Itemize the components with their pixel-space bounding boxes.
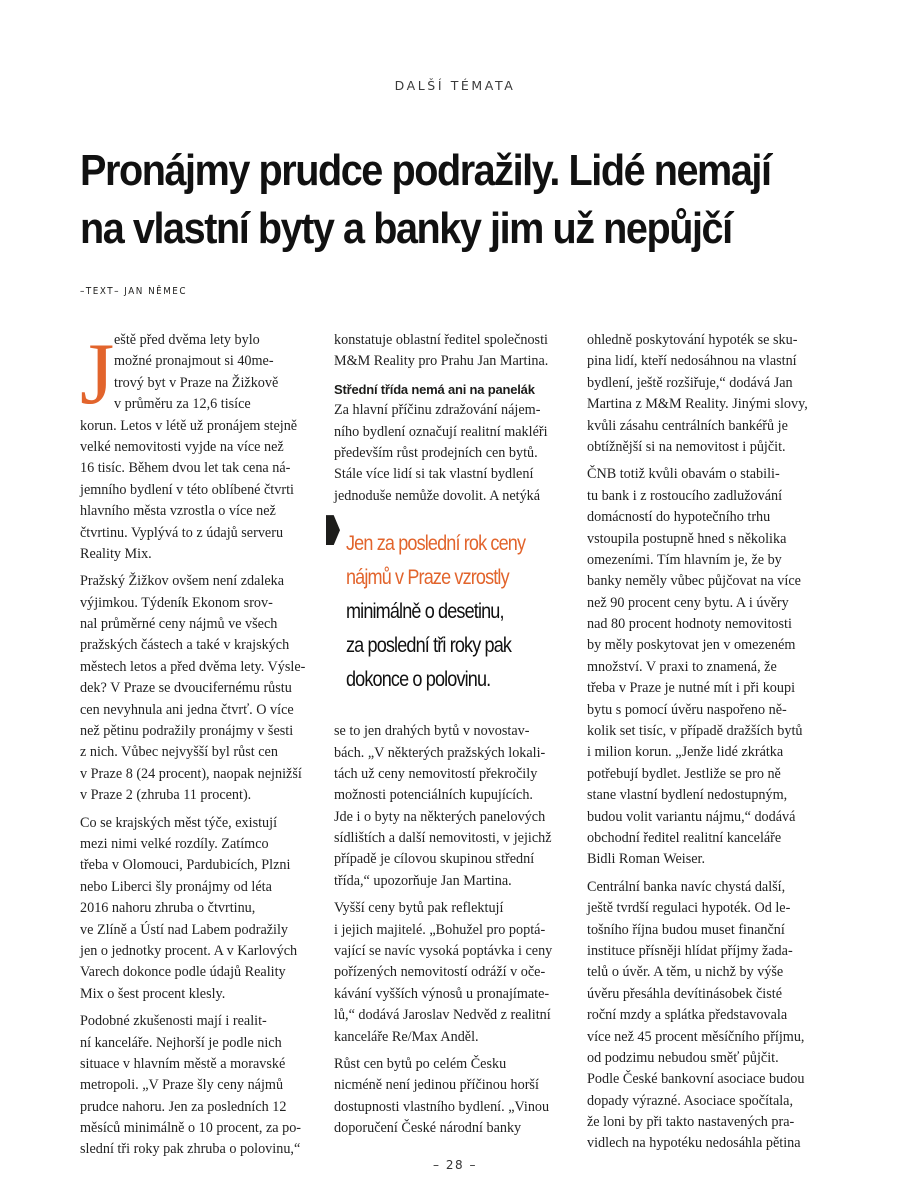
text-line: případě je cílovou skupinou střední [334, 851, 535, 868]
byline: –TEXT– JAN NĚMEC [80, 286, 188, 297]
text-line: omezeními. Tím hlavním je, že by [587, 551, 782, 568]
text-line: pražských částech a také v krajských [80, 637, 290, 654]
text-line: slední tři roky pak zhruba o polovinu,“ [80, 1141, 301, 1158]
text-line: bytu s pomocí úvěru naspořeno ně- [587, 701, 787, 718]
text-line: kolik set tisíc, v případě dražších bytů [587, 723, 803, 740]
text-line: tách už ceny nemovitostí překročily [334, 765, 538, 782]
text-line: městech letos a před dvěma lety. Výsle- [80, 658, 306, 675]
arrow-icon [326, 515, 340, 545]
article-headline [80, 142, 771, 258]
text-line: Jde i o byty na některých panelových [334, 808, 546, 825]
text-line: měsíců minimálně o 10 procent, za po- [80, 1120, 302, 1137]
text-line: Bidli Roman Weiser. [587, 851, 706, 868]
text-line: konstatuje oblastní ředitel společnosti [334, 332, 548, 348]
text-line: dek? V Praze se dvoucifernému růstu [80, 680, 292, 697]
paragraph [80, 813, 316, 1006]
text-line: Mix o šest procent klesly. [80, 985, 226, 1002]
text-line: Stále více lidí si tak vlastní bydlení [334, 466, 534, 483]
text-line: úvěru přesáhla devítinásobek čisté [587, 985, 783, 1002]
text-line: že loni by při takto nastavených pra- [587, 1114, 795, 1131]
section-label: DALŠÍ TÉMATA [394, 78, 516, 93]
text-line: prudce nahoru. Jen za posledních 12 [80, 1098, 287, 1115]
paragraph [587, 464, 823, 870]
text-line: Co se krajských měst týče, existují [80, 814, 278, 831]
text-line: kanceláře Re/Max Anděl. [334, 1028, 479, 1045]
text-line: korun. Letos v létě už pronájem stejně [80, 417, 298, 434]
text-line: Martina z M&M Reality. Jinými slovy, [587, 396, 808, 413]
text-line: situace v hlavním městě a moravské [80, 1055, 286, 1072]
text-line: v průměru za 12,6 tisíce [114, 396, 251, 413]
text-line: možné pronajmout si 40me- [114, 353, 274, 370]
text-line: jen o jednotky procent. A v Karlových [80, 942, 298, 959]
pull-quote-line: dokonce o polovinu. [346, 668, 491, 692]
text-line: bách. „V některých pražských lokali- [334, 744, 546, 761]
text-line: nal průměrné ceny nájmů ve všech [80, 616, 278, 633]
text-line: kvůli zásahu centrálních bankéřů je [587, 417, 788, 434]
text-line: tošního října budou muset finanční [587, 921, 785, 938]
text-line: v Praze 2 (zhruba 11 procent). [80, 787, 252, 804]
text-line: jednoduše nemůže dovolit. A netýká [334, 487, 541, 504]
text-line: Podle České bankovní asociace budou [587, 1071, 805, 1088]
text-line: 2016 nahoru zhruba o čtvrtinu, [80, 900, 256, 917]
text-line: čtvrtinu. Vyplývá to z údajů serveru [80, 524, 284, 541]
text-line: sídlištích a další nemovitosti, v jejichž [334, 830, 552, 847]
text-line: doporučení České národní banky [334, 1120, 522, 1137]
paragraph [334, 330, 570, 373]
text-line: nebo Liberci šly pronájmy od léta [80, 878, 272, 895]
paragraph [587, 877, 823, 1155]
text-line: ní kanceláře. Nejhorší je podle nich [80, 1034, 282, 1051]
paragraph [80, 571, 316, 806]
text-line: nad 80 procent hodnoty nemovitosti [587, 616, 792, 633]
paragraph [334, 898, 570, 1048]
page-number: – 28 – [433, 1158, 477, 1172]
text-line: budou volit variantu nájmu,“ dodává [587, 808, 796, 825]
text-line: roční mzdy a splátka představovala [587, 1007, 788, 1024]
text-line: M&M Reality pro Prahu Jan Martina. [334, 353, 549, 370]
text-line: cen nevyhnula ani jedna čtvrť. O více [80, 701, 294, 718]
text-line: tu bank i z rostoucího zadlužování [587, 487, 783, 504]
text-line: trový byt v Praze na Žižkově [114, 374, 279, 391]
paragraph [80, 326, 316, 565]
pull-quote [334, 519, 570, 707]
text-line: ČNB totiž kvůli obavám o stabili- [587, 466, 780, 483]
text-line: obchodní ředitel realitní kanceláře [587, 829, 782, 846]
text-line: telů o úvěr. A těm, u nichž by výše [587, 964, 784, 981]
text-line: lů,“ dodává Jaroslav Nedvěd z realitní [334, 1007, 551, 1024]
text-line: třída,“ upozorňuje Jan Martina. [334, 872, 512, 889]
text-line: stane vlastní bydlení nedostupným, [587, 787, 788, 804]
text-line: než 90 procent ceny bytu. A i úvěry [587, 594, 789, 611]
text-line: hlavního města vzrostla o více než [80, 503, 276, 520]
article-column-2 [334, 330, 570, 1140]
text-line: dostupnosti vlastního bydlení. „Vinou [334, 1098, 550, 1115]
pull-quote-line: Jen za poslední rok ceny [346, 532, 526, 556]
text-line: i jejich majitelé. „Bohužel pro poptá- [334, 921, 546, 938]
paragraph [334, 1054, 570, 1140]
text-line: především růst prodejních cen bytů. [334, 444, 538, 461]
text-line: více než 45 procent měsíčního příjmu, [587, 1028, 805, 1045]
headline-line: Pronájmy prudce podražily. Lidé nemají [80, 146, 771, 195]
text-line: i milion korun. „Jenže lidé zkrátka [587, 744, 784, 761]
text-line: potřebují bydlet. Jestliže se pro ně [587, 765, 781, 782]
text-line: ještě tvrdší regulaci hypoték. Od le- [587, 900, 791, 917]
text-line: v Praze 8 (24 procent), naopak nejnižší [80, 765, 302, 782]
text-line: metropoli. „V Praze šly ceny nájmů [80, 1077, 284, 1094]
pull-quote-line: za poslední tři roky pak [346, 634, 512, 658]
text-line: pořízených nemovitostí odráží v oče- [334, 964, 546, 981]
text-line: pina lidí, kteří nedosáhnou na vlastní [587, 353, 797, 370]
text-line: mezi nimi velké rozdíly. Zatímco [80, 835, 269, 852]
paragraph [334, 400, 570, 507]
text-line: eště před dvěma lety bylo [114, 332, 260, 348]
text-line: vající se navíc vysoká poptávka i ceny [334, 943, 553, 960]
text-line: než pětinu podražily pronájmy v šesti [80, 723, 294, 740]
text-line: by měly poskytovat jen v omezeném [587, 637, 796, 654]
text-line: banky neměly vůbec půjčovat na více [587, 573, 801, 590]
text-line: třeba v Praze je nutné mít i při koupi [587, 680, 796, 697]
text-line: Vyšší ceny bytů pak reflektují [334, 900, 504, 917]
text-line: Růst cen bytů po celém Česku [334, 1055, 507, 1072]
text-line: instituce přísněji hlídat příjmy žada- [587, 942, 793, 959]
text-line: domácností do hypotečního trhu [587, 509, 771, 526]
text-line: Podobné zkušenosti mají i realit- [80, 1013, 267, 1030]
article-column-1 [80, 326, 316, 1161]
headline-line: na vlastní byty a banky jim už nepůjčí [80, 204, 732, 253]
drop-cap: J [80, 326, 115, 423]
text-line: vidlech na hypotéku nedosáhla pětina [587, 1135, 801, 1152]
text-line: dopady výrazné. Asociace spočítala, [587, 1092, 794, 1109]
text-line: 16 tisíc. Během dvou let tak cena ná- [80, 460, 291, 477]
paragraph [334, 721, 570, 892]
text-line: kávání vyšších výnosů u pronajímate- [334, 985, 550, 1002]
text-line: ohledně poskytování hypoték se sku- [587, 332, 798, 348]
text-line: Centrální banka navíc chystá další, [587, 878, 786, 895]
text-line: Pražský Žižkov ovšem není zdaleka [80, 573, 285, 590]
text-line: možnosti potenciálních kupujících. [334, 787, 533, 804]
paragraph [587, 330, 823, 458]
text-line: Za hlavní příčinu zdražování nájem- [334, 402, 541, 419]
pull-quote-line: nájmů v Praze vzrostly [346, 566, 509, 590]
article-column-3 [587, 330, 823, 1155]
text-line: třeba v Olomouci, Pardubicích, Plzni [80, 857, 291, 874]
text-line: nicméně není jedinou příčinou horší [334, 1077, 539, 1094]
text-line: ního bydlení označují realitní makléři [334, 423, 548, 440]
text-line: bydlení, ještě rozšiřuje,“ dodává Jan [587, 374, 793, 391]
text-line: množství. V praxi to znamená, že [587, 658, 777, 675]
subheading: Střední třída nemá ani na panelák [334, 381, 535, 397]
text-line: výjimkou. Týdeník Ekonom srov- [80, 594, 273, 611]
text-line: Varech dokonce podle údajů Reality [80, 964, 286, 981]
text-line: vstoupila postupně hned s několika [587, 530, 787, 547]
text-line: se to jen drahých bytů v novostav- [334, 723, 530, 740]
pull-quote-line: minimálně o desetinu, [346, 600, 504, 624]
text-line: Reality Mix. [80, 545, 152, 562]
text-line: z nich. Vůbec nejvyšší byl růst cen [80, 744, 278, 761]
text-line: obtížnější si na nemovitost i půjčit. [587, 438, 786, 455]
text-line: od podzimu nebudou směť půjčit. [587, 1049, 779, 1066]
text-line: ve Zlíně a Ústí nad Labem podražily [80, 921, 289, 938]
text-line: velké nemovitosti vyjde na více než [80, 438, 284, 455]
text-line: jemního bydlení v této oblíbené čtvrti [80, 481, 294, 498]
paragraph [80, 1011, 316, 1161]
